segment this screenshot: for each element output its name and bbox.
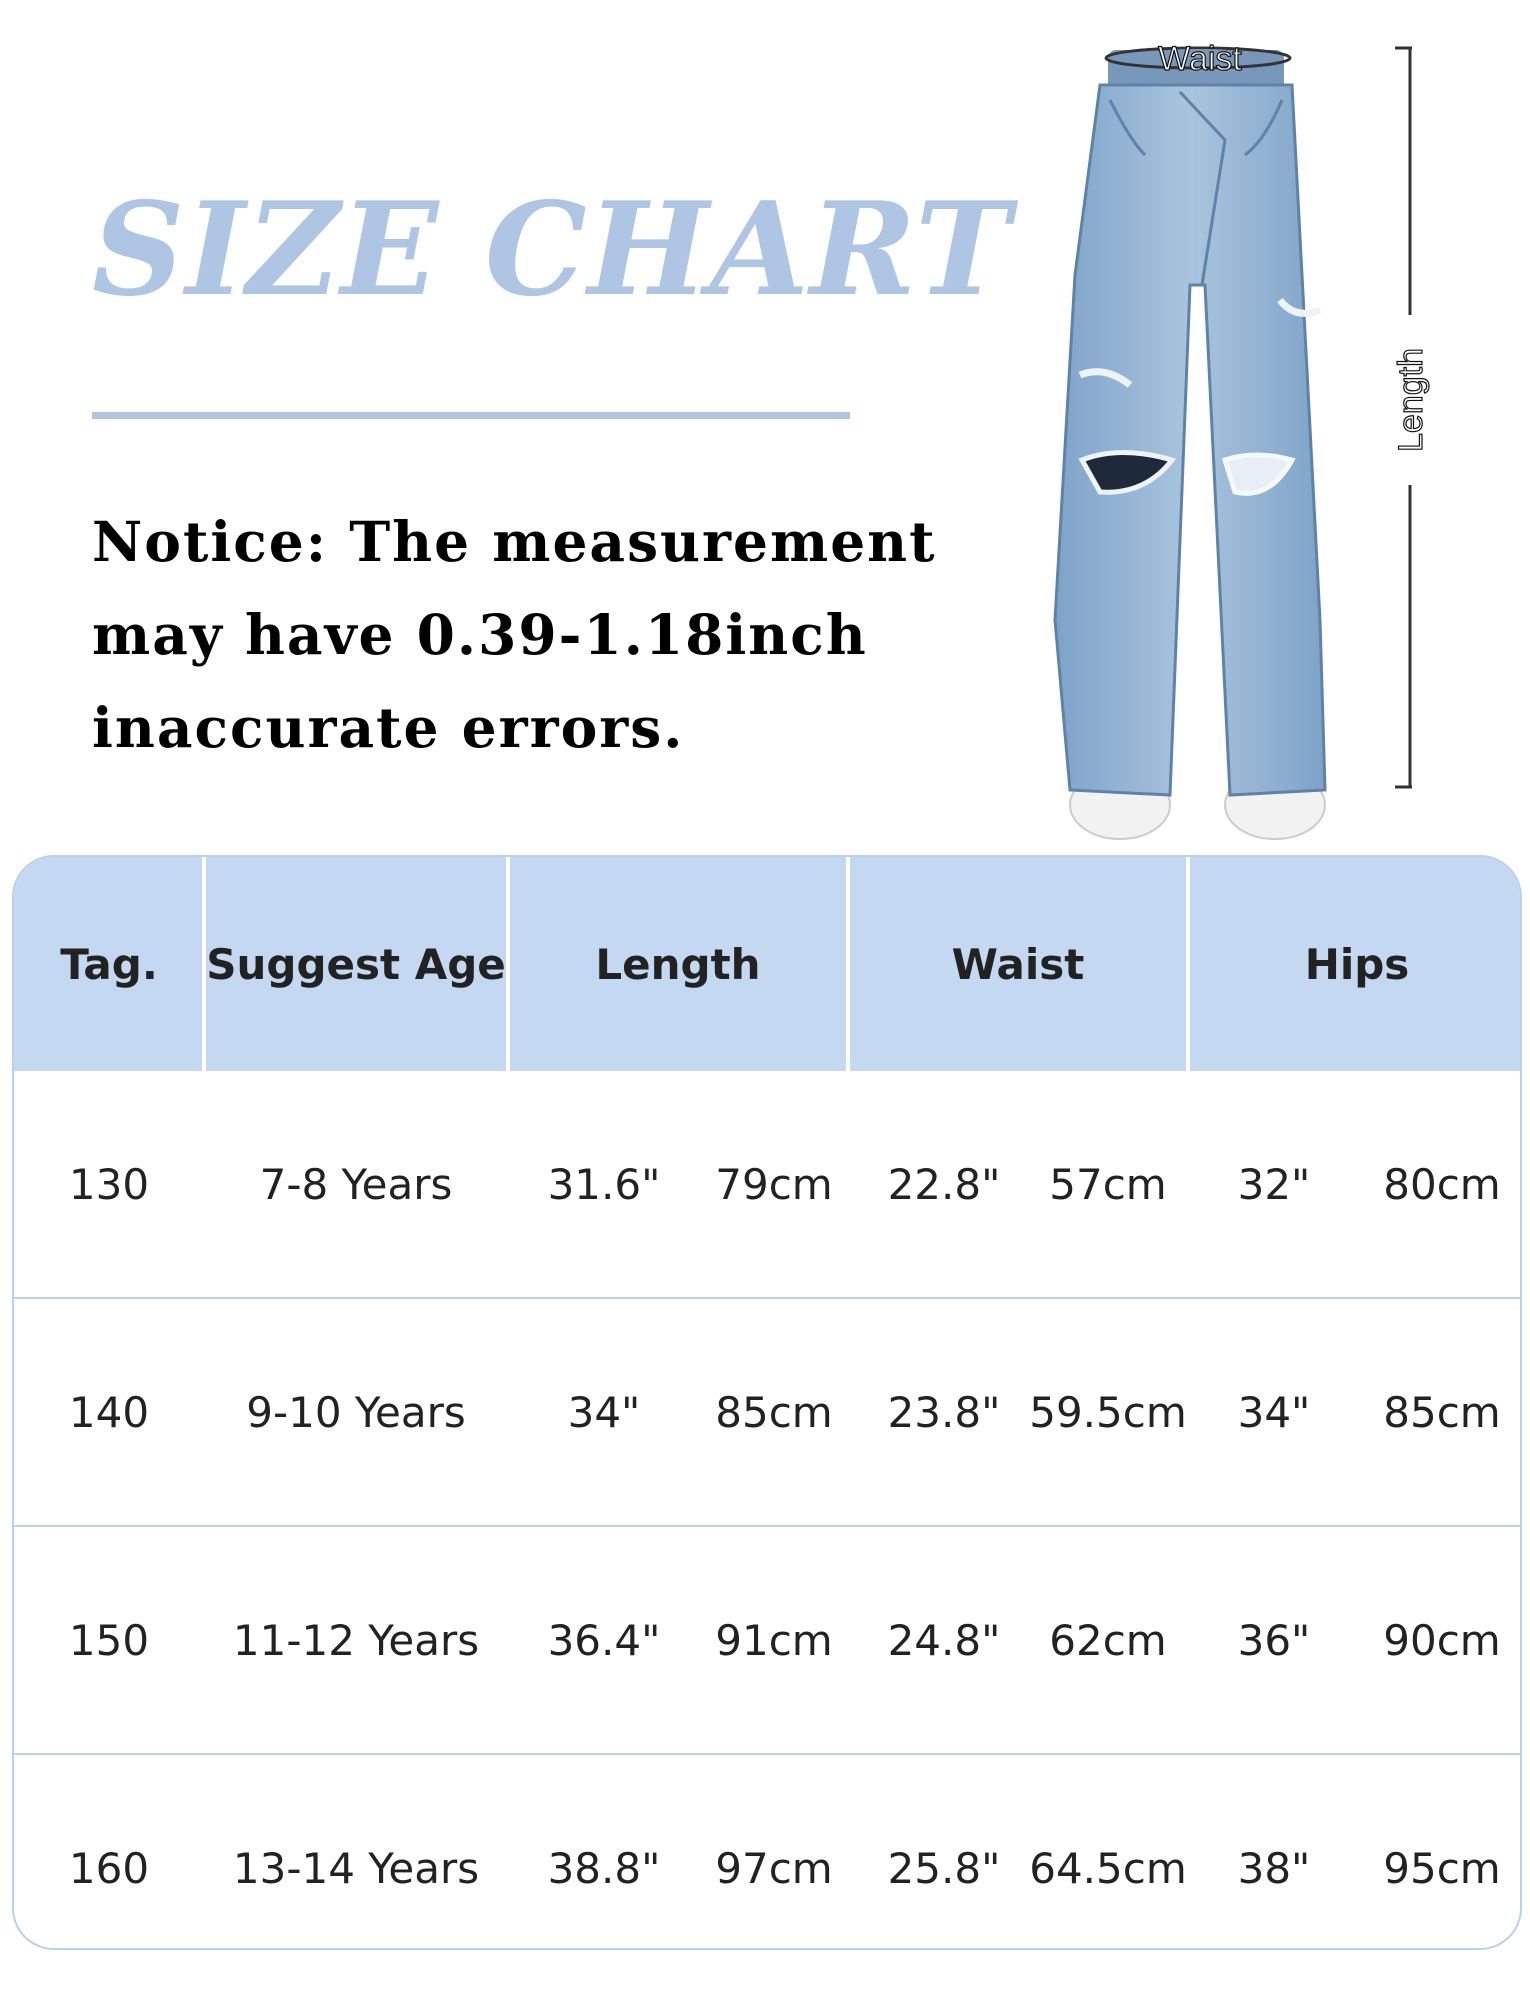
cell-hips-cm: 90cm <box>1383 1615 1501 1665</box>
cell-waist-in: 22.8" <box>887 1159 1001 1209</box>
header-suggest-age: Suggest Age <box>206 939 506 989</box>
cell-tag: 160 <box>68 1843 150 1893</box>
cell-length-cm: 97cm <box>715 1843 833 1893</box>
cell-length-in: 38.8" <box>547 1843 661 1893</box>
table-row <box>14 1755 1520 1950</box>
cell-age: 7-8 Years <box>259 1159 453 1209</box>
cell-age: 13-14 Years <box>232 1843 480 1893</box>
cell-hips-in: 32" <box>1237 1159 1311 1209</box>
length-label: Length <box>1392 348 1430 452</box>
cell-hips-in: 38" <box>1237 1843 1311 1893</box>
cell-tag: 130 <box>68 1159 150 1209</box>
cell-length-in: 34" <box>567 1387 641 1437</box>
header-length: Length <box>595 939 761 989</box>
cell-length-cm: 91cm <box>715 1615 833 1665</box>
table-row <box>14 1527 1520 1753</box>
notice-line: Notice: The measurement <box>92 509 937 574</box>
header-tag: Tag. <box>60 939 158 989</box>
cell-hips-in: 36" <box>1237 1615 1311 1665</box>
notice-line: inaccurate errors. <box>92 695 685 760</box>
cell-length-in: 31.6" <box>547 1159 661 1209</box>
jeans-body <box>1055 85 1325 795</box>
cell-age: 9-10 Years <box>246 1387 466 1437</box>
cell-tag: 150 <box>68 1615 150 1665</box>
table-row <box>14 1071 1520 1297</box>
cell-hips-cm: 85cm <box>1383 1387 1501 1437</box>
cell-hips-in: 34" <box>1237 1387 1311 1437</box>
cell-length-in: 36.4" <box>547 1615 661 1665</box>
table-header-row <box>14 857 1520 1071</box>
waist-label: Waist <box>1158 40 1242 78</box>
cell-waist-in: 25.8" <box>887 1843 1001 1893</box>
cell-waist-cm: 59.5cm <box>1029 1387 1187 1437</box>
cell-waist-in: 23.8" <box>887 1387 1001 1437</box>
size-table <box>12 855 1522 1950</box>
cell-tag: 140 <box>68 1387 150 1437</box>
title-divider <box>92 412 850 419</box>
notice-line: may have 0.39-1.18inch <box>92 602 868 667</box>
jeans-illustration <box>1020 30 1520 860</box>
table-row <box>14 1299 1520 1525</box>
cell-waist-cm: 62cm <box>1049 1615 1167 1665</box>
cell-waist-cm: 57cm <box>1049 1159 1167 1209</box>
cell-length-cm: 85cm <box>715 1387 833 1437</box>
measurement-notice <box>92 495 937 774</box>
page-title: SIZE CHART <box>92 175 1012 325</box>
header-waist: Waist <box>951 939 1085 989</box>
cell-age: 11-12 Years <box>232 1615 480 1665</box>
cell-length-cm: 79cm <box>715 1159 833 1209</box>
header-hips: Hips <box>1304 939 1410 989</box>
cell-waist-in: 24.8" <box>887 1615 1001 1665</box>
cell-waist-cm: 64.5cm <box>1029 1843 1187 1893</box>
cell-hips-cm: 95cm <box>1383 1843 1501 1893</box>
cell-hips-cm: 80cm <box>1383 1159 1501 1209</box>
